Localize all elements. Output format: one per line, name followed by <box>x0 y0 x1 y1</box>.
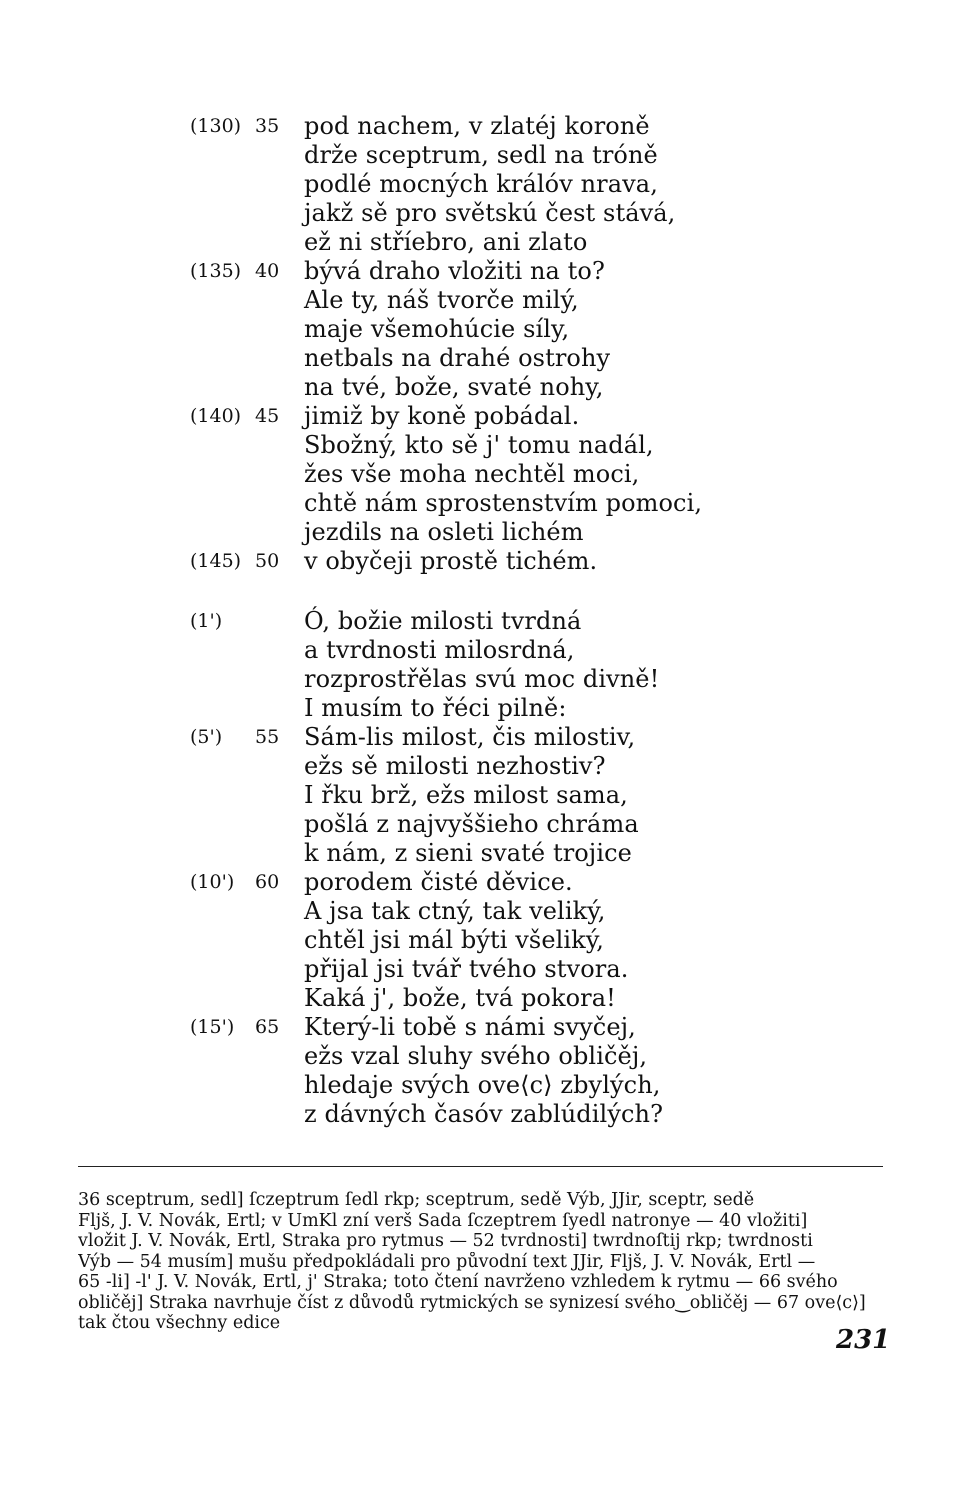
verse-text: jezdils na osleti lichém <box>304 518 584 546</box>
verse-text: netbals na drahé ostrohy <box>304 344 611 372</box>
verse-line <box>0 636 960 665</box>
verse-text: ežs vzal sluhy svého obličěj, <box>304 1042 648 1070</box>
verse-line <box>0 257 960 286</box>
footnote-line: obličěj] Straka navrhuje číst z důvodů rytmických se synizesí svého‿obličěj — 67 ove⟨c⟩] <box>78 1292 866 1313</box>
verse-line <box>0 489 960 518</box>
verse-text: jakž sě pro světskú čest stává, <box>304 199 676 227</box>
verse-text: Ale ty, náš tvorče milý, <box>304 286 579 314</box>
verse-text: žes vše moha nechtěl moci, <box>304 460 640 488</box>
verse-number: 65 <box>255 1016 280 1038</box>
verse-text: ež ni stříebro, ani zlato <box>304 228 588 256</box>
verse-text: z dávných časóv zablúdilých? <box>304 1100 664 1128</box>
verse-line <box>0 694 960 723</box>
verse-number: 45 <box>255 405 280 427</box>
verse-text: na tvé, bože, svaté nohy, <box>304 373 604 401</box>
verse-text: Sbožný, kto sě j' tomu nadál, <box>304 431 654 459</box>
footnotes <box>78 1190 896 1334</box>
verse-line <box>0 1071 960 1100</box>
verse-text: I musím to řéci pilně: <box>304 694 567 722</box>
verse-reference: (145) <box>190 550 242 572</box>
verse-text: hledaje svých ove⟨c⟩ zbylých, <box>304 1071 661 1099</box>
verse-text: v obyčeji prostě tichém. <box>304 547 598 575</box>
verse-number: 55 <box>255 726 280 748</box>
verse-text: Který-li tobě s námi svyčej, <box>304 1013 636 1041</box>
verse-reference: (140) <box>190 405 242 427</box>
verse-line <box>0 460 960 489</box>
verse-line <box>0 868 960 897</box>
verse-text: bývá draho vložiti na to? <box>304 257 605 285</box>
verse-line <box>0 781 960 810</box>
verse-line <box>0 810 960 839</box>
verse-line <box>0 897 960 926</box>
verse-line <box>0 199 960 228</box>
verse-line <box>0 1013 960 1042</box>
verse-line <box>0 112 960 141</box>
verse-line <box>0 955 960 984</box>
verse-text: maje všemohúcie síly, <box>304 315 570 343</box>
verse-text: porodem čisté děvice. <box>304 868 573 896</box>
verse-text: a tvrdnosti milosrdná, <box>304 636 575 664</box>
footnote-line: vložit J. V. Novák, Ertl, Straka pro rytmus — 52 tvrdnosti] twrdnoſtij rkp; twrdnosti <box>78 1231 813 1251</box>
footnote-line: 65 -li] -l' J. V. Novák, Ertl, j' Straka; toto čtení navrženo vzhledem k rytmu — 66 svého <box>78 1272 838 1292</box>
verse-reference: (130) <box>190 115 242 137</box>
verse-line <box>0 926 960 955</box>
verse-reference: (10') <box>190 871 235 893</box>
verse-text: k nám, z sieni svaté trojice <box>304 839 632 867</box>
verse-number: 50 <box>255 550 280 572</box>
verse-reference: (1') <box>190 610 223 632</box>
verse-line <box>0 344 960 373</box>
verse-line <box>0 228 960 257</box>
verse-line <box>0 315 960 344</box>
verse-text: ežs sě milosti nezhostiv? <box>304 752 606 780</box>
verse-line <box>0 839 960 868</box>
page-number: 231 <box>836 1325 891 1355</box>
verse-line <box>0 607 960 636</box>
verse-line <box>0 984 960 1013</box>
verse-reference: (135) <box>190 260 242 282</box>
verse-text: rozprostřělas svú moc divně! <box>304 665 660 693</box>
verse-line <box>0 402 960 431</box>
verse-text: pošlá z najvyššieho chráma <box>304 810 639 838</box>
verse-reference: (5') <box>190 726 223 748</box>
verse-line <box>0 665 960 694</box>
verse-text: přijal jsi tvář tvého stvora. <box>304 955 629 983</box>
verse-text: podlé mocných králóv nrava, <box>304 170 658 198</box>
verse-line <box>0 170 960 199</box>
verse-reference: (15') <box>190 1016 235 1038</box>
verse-number: 40 <box>255 260 280 282</box>
footnote-line: tak čtou všechny edice <box>78 1313 281 1333</box>
verse-line <box>0 752 960 781</box>
footnote-line: Fljš, J. V. Novák, Ertl; v UmKl zní verš Sada ſczeptrem ſyedl natronye — 40 vložiti] <box>78 1210 808 1231</box>
footnote-line: 36 sceptrum, sedl] ſczeptrum ſedl rkp; sceptrum, sedě Výb, JJir, sceptr, sedě <box>78 1190 755 1210</box>
verse-text: A jsa tak ctný, tak veliký, <box>304 897 606 925</box>
verse-text: chtěl jsi mál býti všeliký, <box>304 926 605 954</box>
verse-text: Kaká j', bože, tvá pokora! <box>304 984 616 1012</box>
verse-line <box>0 723 960 752</box>
verse-text: jimiž by koně pobádal. <box>304 402 580 430</box>
verse-line <box>0 431 960 460</box>
verse-text: chtě nám sprostenstvím pomoci, <box>304 489 703 517</box>
verse-line <box>0 1042 960 1071</box>
verse-text: Ó, božie milosti tvrdná <box>304 607 582 635</box>
verse-text: drže sceptrum, sedl na tróně <box>304 141 658 169</box>
verse-line <box>0 286 960 315</box>
verse-line <box>0 547 960 576</box>
verse-line <box>0 141 960 170</box>
footnote-divider <box>78 1166 883 1167</box>
verse-number: 60 <box>255 871 280 893</box>
verse-number: 35 <box>255 115 280 137</box>
verse-line <box>0 1100 960 1129</box>
verse-line <box>0 518 960 547</box>
verse-text: I řku brž, ežs milost sama, <box>304 781 628 809</box>
verse-line <box>0 373 960 402</box>
footnote-line: Výb — 54 musím] mušu předpokládali pro původní text JJir, Fljš, J. V. Novák, Ertl — <box>78 1251 816 1272</box>
verse-text: Sám-lis milost, čis milostiv, <box>304 723 636 751</box>
verse-text: pod nachem, v zlatéj koroně <box>304 112 650 140</box>
